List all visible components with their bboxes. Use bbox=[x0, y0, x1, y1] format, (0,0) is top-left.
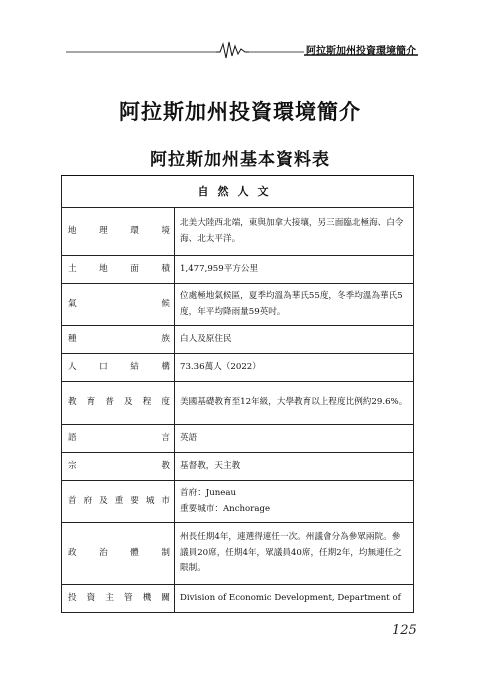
table-row bbox=[62, 256, 414, 284]
running-title: 阿拉斯加州投資環境簡介 bbox=[306, 46, 416, 57]
section-header-row bbox=[62, 176, 414, 208]
row-label: 首府及重要城市 bbox=[62, 481, 175, 523]
table-row bbox=[62, 382, 414, 425]
row-label: 種族 bbox=[62, 326, 175, 354]
table-row bbox=[62, 326, 414, 354]
row-value: 州長任期4年，連選得連任一次。州議會分為參眾兩院。參議員20席，任期4年，眾議員40席，任期2年，均無連任之限制。 bbox=[175, 523, 414, 585]
table-row bbox=[62, 523, 414, 585]
row-value: 英語 bbox=[175, 425, 414, 453]
row-label: 宗教 bbox=[62, 453, 175, 481]
table-title: 阿拉斯加州基本資料表 bbox=[150, 150, 330, 170]
row-value: 位處極地氣候區，夏季均溫為華氏55度，冬季均溫為華氏5度，年平均降雨量59英吋。 bbox=[175, 284, 414, 326]
row-value: 1,477,959平方公里 bbox=[175, 256, 414, 284]
table-row bbox=[62, 585, 414, 613]
row-label: 人口結構 bbox=[62, 354, 175, 382]
major-city-line: 重要城市：Anchorage bbox=[180, 503, 271, 514]
page-title: 阿拉斯加州投資環境簡介 bbox=[119, 100, 361, 124]
row-value: Division of Economic Development, Department of bbox=[175, 585, 414, 613]
row-label: 地理環境 bbox=[62, 208, 175, 256]
basic-info-table bbox=[61, 175, 414, 613]
row-label: 土地面積 bbox=[62, 256, 175, 284]
row-value: 北美大陸西北端，東與加拿大接壤，另三面臨北極海、白令海、北太平洋。 bbox=[175, 208, 414, 256]
row-value: 美國基礎教育至12年級，大學教育以上程度比例約29.6%。 bbox=[175, 382, 414, 425]
row-label: 氣候 bbox=[62, 284, 175, 326]
row-value: 基督教，天主教 bbox=[175, 453, 414, 481]
table-row bbox=[62, 354, 414, 382]
capital-line: 首府：Juneau bbox=[180, 488, 237, 499]
row-label: 教育普及程度 bbox=[62, 382, 175, 425]
row-value: 73.36萬人（2022） bbox=[175, 354, 414, 382]
row-label: 語言 bbox=[62, 425, 175, 453]
row-value: 白人及原住民 bbox=[175, 326, 414, 354]
row-label: 投資主管機關 bbox=[62, 585, 175, 613]
table-row bbox=[62, 208, 414, 256]
table-row bbox=[62, 453, 414, 481]
row-label: 政治體制 bbox=[62, 523, 175, 585]
running-header bbox=[66, 38, 418, 60]
section-header: 自然人文 bbox=[62, 176, 414, 208]
table-row bbox=[62, 481, 414, 523]
table-row bbox=[62, 425, 414, 453]
row-value bbox=[175, 481, 414, 523]
page-number: 125 bbox=[392, 623, 417, 638]
table-row bbox=[62, 284, 414, 326]
